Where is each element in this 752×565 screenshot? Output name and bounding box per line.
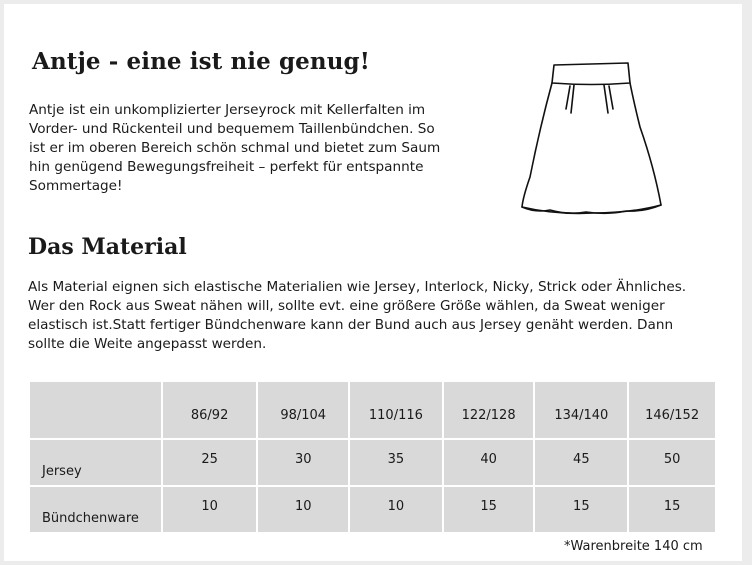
row-label: Jersey — [29, 439, 162, 486]
table-cell: 45 — [534, 439, 628, 486]
size-header: 134/140 — [534, 381, 628, 439]
material-heading: Das Material — [28, 234, 187, 260]
table-cell: 10 — [349, 486, 443, 533]
intro-paragraph — [29, 101, 499, 196]
table-cell: 50 — [628, 439, 716, 486]
material-line: Wer den Rock aus Sweat nähen will, sollte evt. eine größere Größe wählen, da Sweat weniger — [28, 298, 665, 314]
size-header: 110/116 — [349, 381, 443, 439]
table-cell: 15 — [443, 486, 535, 533]
material-line: elastisch ist.Statt fertiger Bündchenware kann der Bund auch aus Jersey genäht werden. Dann — [28, 317, 674, 333]
table-cell: 15 — [628, 486, 716, 533]
fabric-requirements-table — [28, 380, 717, 534]
intro-line: Vorder- und Rückenteil und bequemem Taillenbündchen. So — [29, 121, 435, 137]
material-paragraph — [28, 278, 728, 354]
table-cell: 15 — [534, 486, 628, 533]
table-corner-cell — [29, 381, 162, 439]
table-cell: 40 — [443, 439, 535, 486]
page — [4, 4, 742, 561]
table-row — [29, 486, 716, 533]
table-row — [29, 439, 716, 486]
material-line: Als Material eignen sich elastische Materialien wie Jersey, Interlock, Nicky, Strick oder Ähnliches. — [28, 279, 687, 295]
intro-line: Antje ist ein unkomplizierter Jerseyrock mit Kellerfalten im — [29, 102, 426, 118]
table-cell: 30 — [257, 439, 349, 486]
intro-line: Sommertage! — [29, 178, 123, 194]
table-header-row — [29, 381, 716, 439]
page-title: Antje - eine ist nie genug! — [32, 48, 370, 75]
table-cell: 10 — [162, 486, 258, 533]
table-cell: 35 — [349, 439, 443, 486]
skirt-sketch-icon — [516, 57, 666, 232]
intro-line: hin genügend Bewegungsfreiheit – perfekt für entspannte — [29, 159, 424, 175]
table-cell: 10 — [257, 486, 349, 533]
size-header: 98/104 — [257, 381, 349, 439]
fabric-width-footnote: *Warenbreite 140 cm — [564, 539, 703, 554]
row-label: Bündchenware — [29, 486, 162, 533]
size-header: 86/92 — [162, 381, 258, 439]
size-header: 146/152 — [628, 381, 716, 439]
size-header: 122/128 — [443, 381, 535, 439]
intro-line: ist er im oberen Bereich schön schmal und bietet zum Saum — [29, 140, 441, 156]
table-cell: 25 — [162, 439, 258, 486]
material-line: sollte die Weite angepasst werden. — [28, 336, 267, 352]
